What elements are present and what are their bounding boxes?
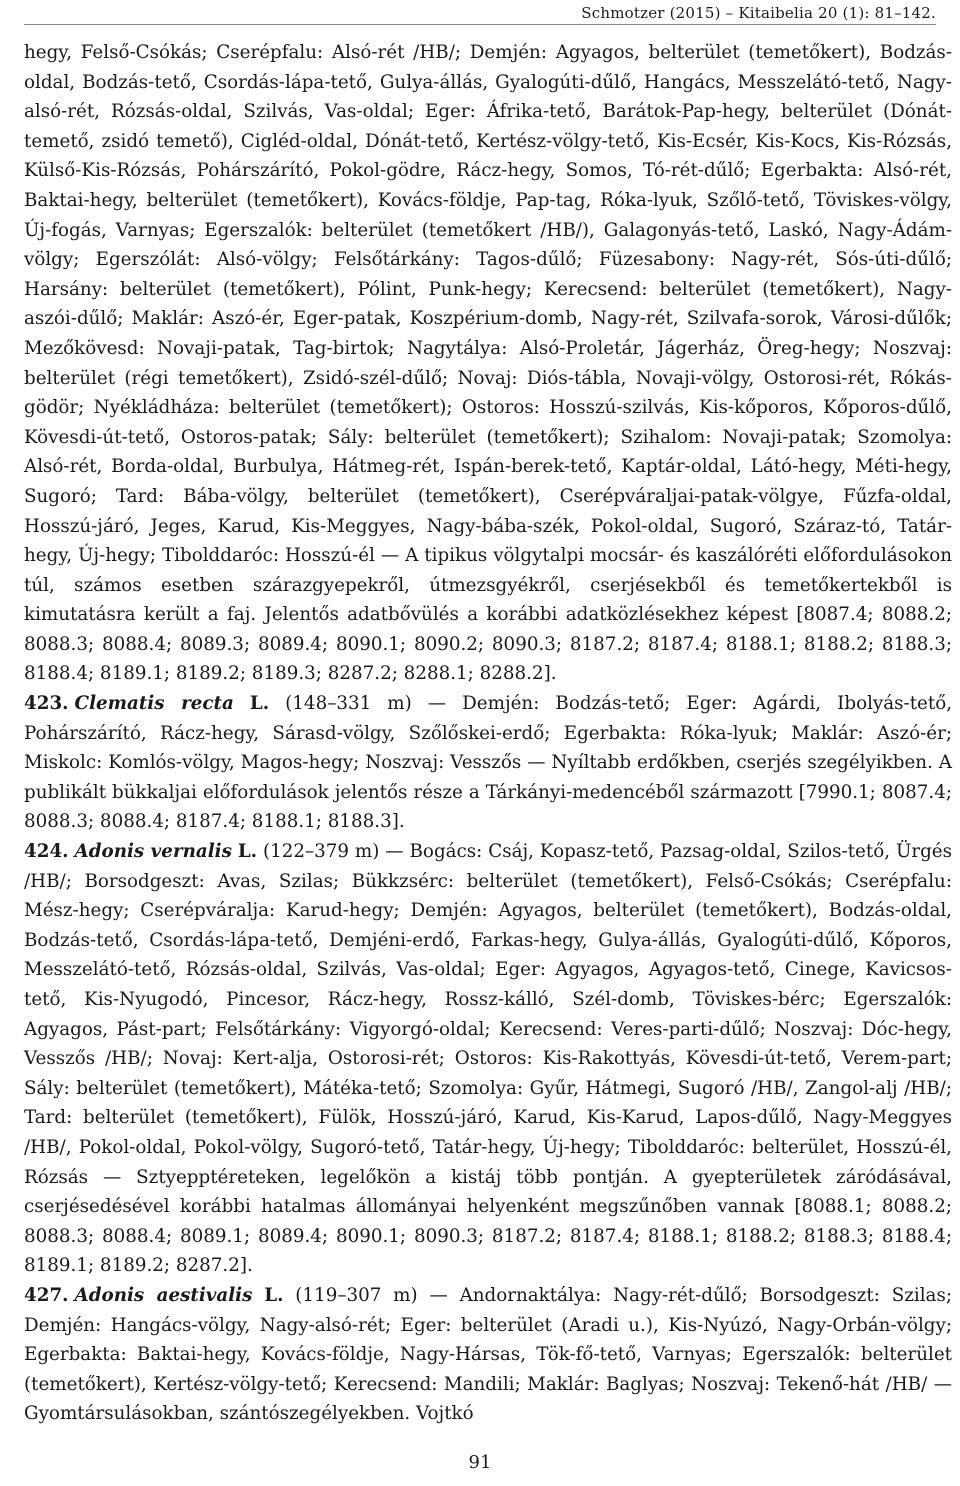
entry-number: 423. xyxy=(24,693,69,715)
entry-text: (122–379 m) — Bogács: Csáj, Kopasz-tető, Pazsag-oldal, Szilos-tető, Ürgés /HB/; Borsodgeszt: Avas, Szilas; Bükkzsérc: belterület (temetőkert), Felső-Csókás; Cserépfalu: Mész-hegy; Cserépváralja: Karud-hegy; Demjén: Agyagos, belterület (temetőkert), Bodzás-oldal, Bodzás-tető, Csordás-lápa-tető, Demjéni-erdő, Farkas-hegy, Gulya-állás, Gyalogúti-dűlő, Kőporos, Messzelátó-tető, Rózsás-oldal, Szilvás, Vas-oldal; Eger: Agyagos, Agyagos-tető, Cinege, Kavicsos-tető, Kis-Nyugodó, Pincesor, Rácz-hegy, Rossz-kálló, Szél-domb, Töviskes-bérc; Egerszalók: Agyagos, Pást-part; Felsőtárkány: Vigyorgó-oldal; Kerecsend: Veres-parti-dűlő; Noszvaj: Dóc-hegy, Vesszős /HB/; Novaj: Kert-alja, Ostorosi-rét; Ostoros: Kis-Rakottyás, Kövesdi-út-tető, Verem-part; Sály: belterület (temetőkert), Mátéka-tető; Szomolya: Gyűr, Hátmegi, Sugoró /HB/, Zangol-alj /HB/; Tard: belterület (temetőkert), Fülök, Hosszú-járó, Karud, Kis-Karud, Lapos-dűlő, Nagy-Meggyes /HB/, Pokol-oldal, Pokol-völgy, Sugoró-tető, Tatár-hegy, Új-hegy; Tibolddaróc: belterület, Hosszú-él, Rózsás — Sztyepptéreteken, legelőkön a kistáj több pontján. A gyepterületek záródásával, cserjésedésével korábbi hatalmas állományai helyenként megszűnőben vannak [8088.1; 8088.2; 8088.3; 8088.4; 8089.1; 8089.4; 8090.1; 8090.3; 8187.2; 8187.4; 8188.1; 8188.2; 8188.3; 8188.4; 8189.1; 8189.2; 8287.2]. xyxy=(24,841,953,1277)
header-citation: Schmotzer (2015) – Kitaibelia 20 (1): 81–142. xyxy=(581,4,936,22)
page-footer xyxy=(0,1452,960,1473)
species-author: L. xyxy=(237,841,258,863)
species-entry-427 xyxy=(24,1281,952,1429)
entry-number: 424. xyxy=(24,841,69,863)
header-rule xyxy=(24,24,936,25)
entry-number: 427. xyxy=(24,1284,69,1306)
species-entry-424 xyxy=(24,837,952,1281)
page-number: 91 xyxy=(468,1452,492,1473)
entry-text: (148–331 m) — Demjén: Bodzás-tető; Eger: Agárdi, Ibolyás-tető, Pohárszárító, Rácz-hegy, Sárasd-völgy, Szőlőskei-erdő; Egerbakta: Róka-lyuk; Maklár: Aszó-ér; Miskolc: Komlós-völgy, Magos-hegy; Noszvaj: Vesszős — Nyíltabb erdőkben, cserjés szegélyikben. A publikált bükkaljai előfordulások jelentős része a Tárkányi-medencéből származott [7990.1; 8087.4; 8088.3; 8088.4; 8187.4; 8188.1; 8188.3]. xyxy=(24,693,953,833)
species-name: Adonis vernalis xyxy=(74,841,232,863)
species-author: L. xyxy=(264,1284,284,1306)
continuation-paragraph: hegy, Felső-Csókás; Cserépfalu: Alsó-rét /HB/; Demjén: Agyagos, belterület (temetőkert), Bodzás-oldal, Bodzás-tető, Csordás-lápa-tető, Gulya-állás, Gyalogúti-dűlő, Hangács, Messzelátó-tető, Nagy-alsó-rét, Rózsás-oldal, Szilvás, Vas-oldal; Eger: Áfrika-tető, Barátok-Pap-hegy, belterület (Dónát-temető, zsidó temető), Cigléd-oldal, Dónát-tető, Kertész-völgy-tető, Kis-Ecsér, Kis-Kocs, Kis-Rózsás, Külső-Kis-Rózsás, Pohárszárító, Pokol-gödre, Rácz-hegy, Somos, Tó-rét-dűlő; Egerbakta: Alsó-rét, Baktai-hegy, belterület (temetőkert), Kovács-földje, Pap-tag, Róka-lyuk, Szőlő-tető, Töviskes-völgy, Új-fogás, Varnyas; Egerszalók: belterület (temetőkert /HB/), Galagonyás-tető, Laskó, Nagy-Ádám-völgy; Egerszólát: Alsó-völgy; Felsőtárkány: Tagos-dűlő; Füzesabony: Nagy-rét, Sós-úti-dűlő; Harsány: belterület (temetőkert), Pólint, Punk-hegy; Kerecsend: belterület (temetőkert), Nagy-aszói-dűlő; Maklár: Aszó-ér, Eger-patak, Koszpérium-domb, Nagy-rét, Szilvafa-sorok, Városi-dűlők; Mezőkövesd: Novaji-patak, Tag-birtok; Nagytálya: Alsó-Proletár, Jágerház, Öreg-hegy; Noszvaj: belterület (régi temetőkert), Zsidó-szél-dűlő; Novaj: Diós-tábla, Novaji-völgy, Ostorosi-rét, Rókás-gödör; Nyékládháza: belterület (temetőkert); Ostoros: Hosszú-szilvás, Kis-kőporos, Kőporos-dűlő, Kövesdi-út-tető, Ostoros-patak; Sály: belterület (temetőkert); Szihalom: Novaji-patak; Szomolya: Alsó-rét, Borda-oldal, Burbulya, Hátmeg-rét, Ispán-berek-tető, Kaptár-oldal, Látó-hegy, Méti-hegy, Sugoró; Tard: Bába-völgy, belterület (temetőkert), Cserépváraljai-patak-völgye, Fűzfa-oldal, Hosszú-járó, Jeges, Karud, Kis-Meggyes, Nagy-bába-szék, Pokol-oldal, Sugoró, Száraz-tó, Tatár-hegy, Új-hegy; Tibolddaróc: Hosszú-él — A tipikus völgytalpi mocsár- és kaszálóréti előfordulásokon túl, számos esetben szárazgyepekről, útmezsgyékről, cserjésekből és temetőkertekből is kimutatásra került a faj. Jelentős adatbővülés a korábbi adatközlésekhez képest [8087.4; 8088.2; 8088.3; 8088.4; 8089.3; 8089.4; 8090.1; 8090.2; 8090.3; 8187.2; 8187.4; 8188.1; 8188.2; 8188.3; 8188.4; 8189.1; 8189.2; 8189.3; 8287.2; 8288.1; 8288.2]. xyxy=(24,42,952,685)
species-name: Clematis recta xyxy=(74,693,234,715)
entry-text: (119–307 m) — Andornaktálya: Nagy-rét-dűlő; Borsodgeszt: Szilas; Demjén: Hangács-völgy, Nagy-alsó-rét; Eger: belterület (Aradi u.), Kis-Nyúzó, Nagy-Orbán-völgy; Egerbakta: Baktai-hegy, Kovács-földje, Nagy-Hársas, Tök-fő-tető, Varnyas; Egerszalók: belterület (temetőkert), Kertész-völgy-tető; Kerecsend: Mandili; Maklár: Baglyas; Noszvaj: Tekenő-hát /HB/ — Gyomtársulásokban, szántószegélyekben. Vojtkó xyxy=(24,1284,952,1425)
page-body xyxy=(24,38,952,1429)
species-name: Adonis aestivalis xyxy=(74,1284,253,1306)
species-author: L. xyxy=(249,693,270,715)
running-header xyxy=(581,4,936,22)
species-entry-423 xyxy=(24,689,952,837)
